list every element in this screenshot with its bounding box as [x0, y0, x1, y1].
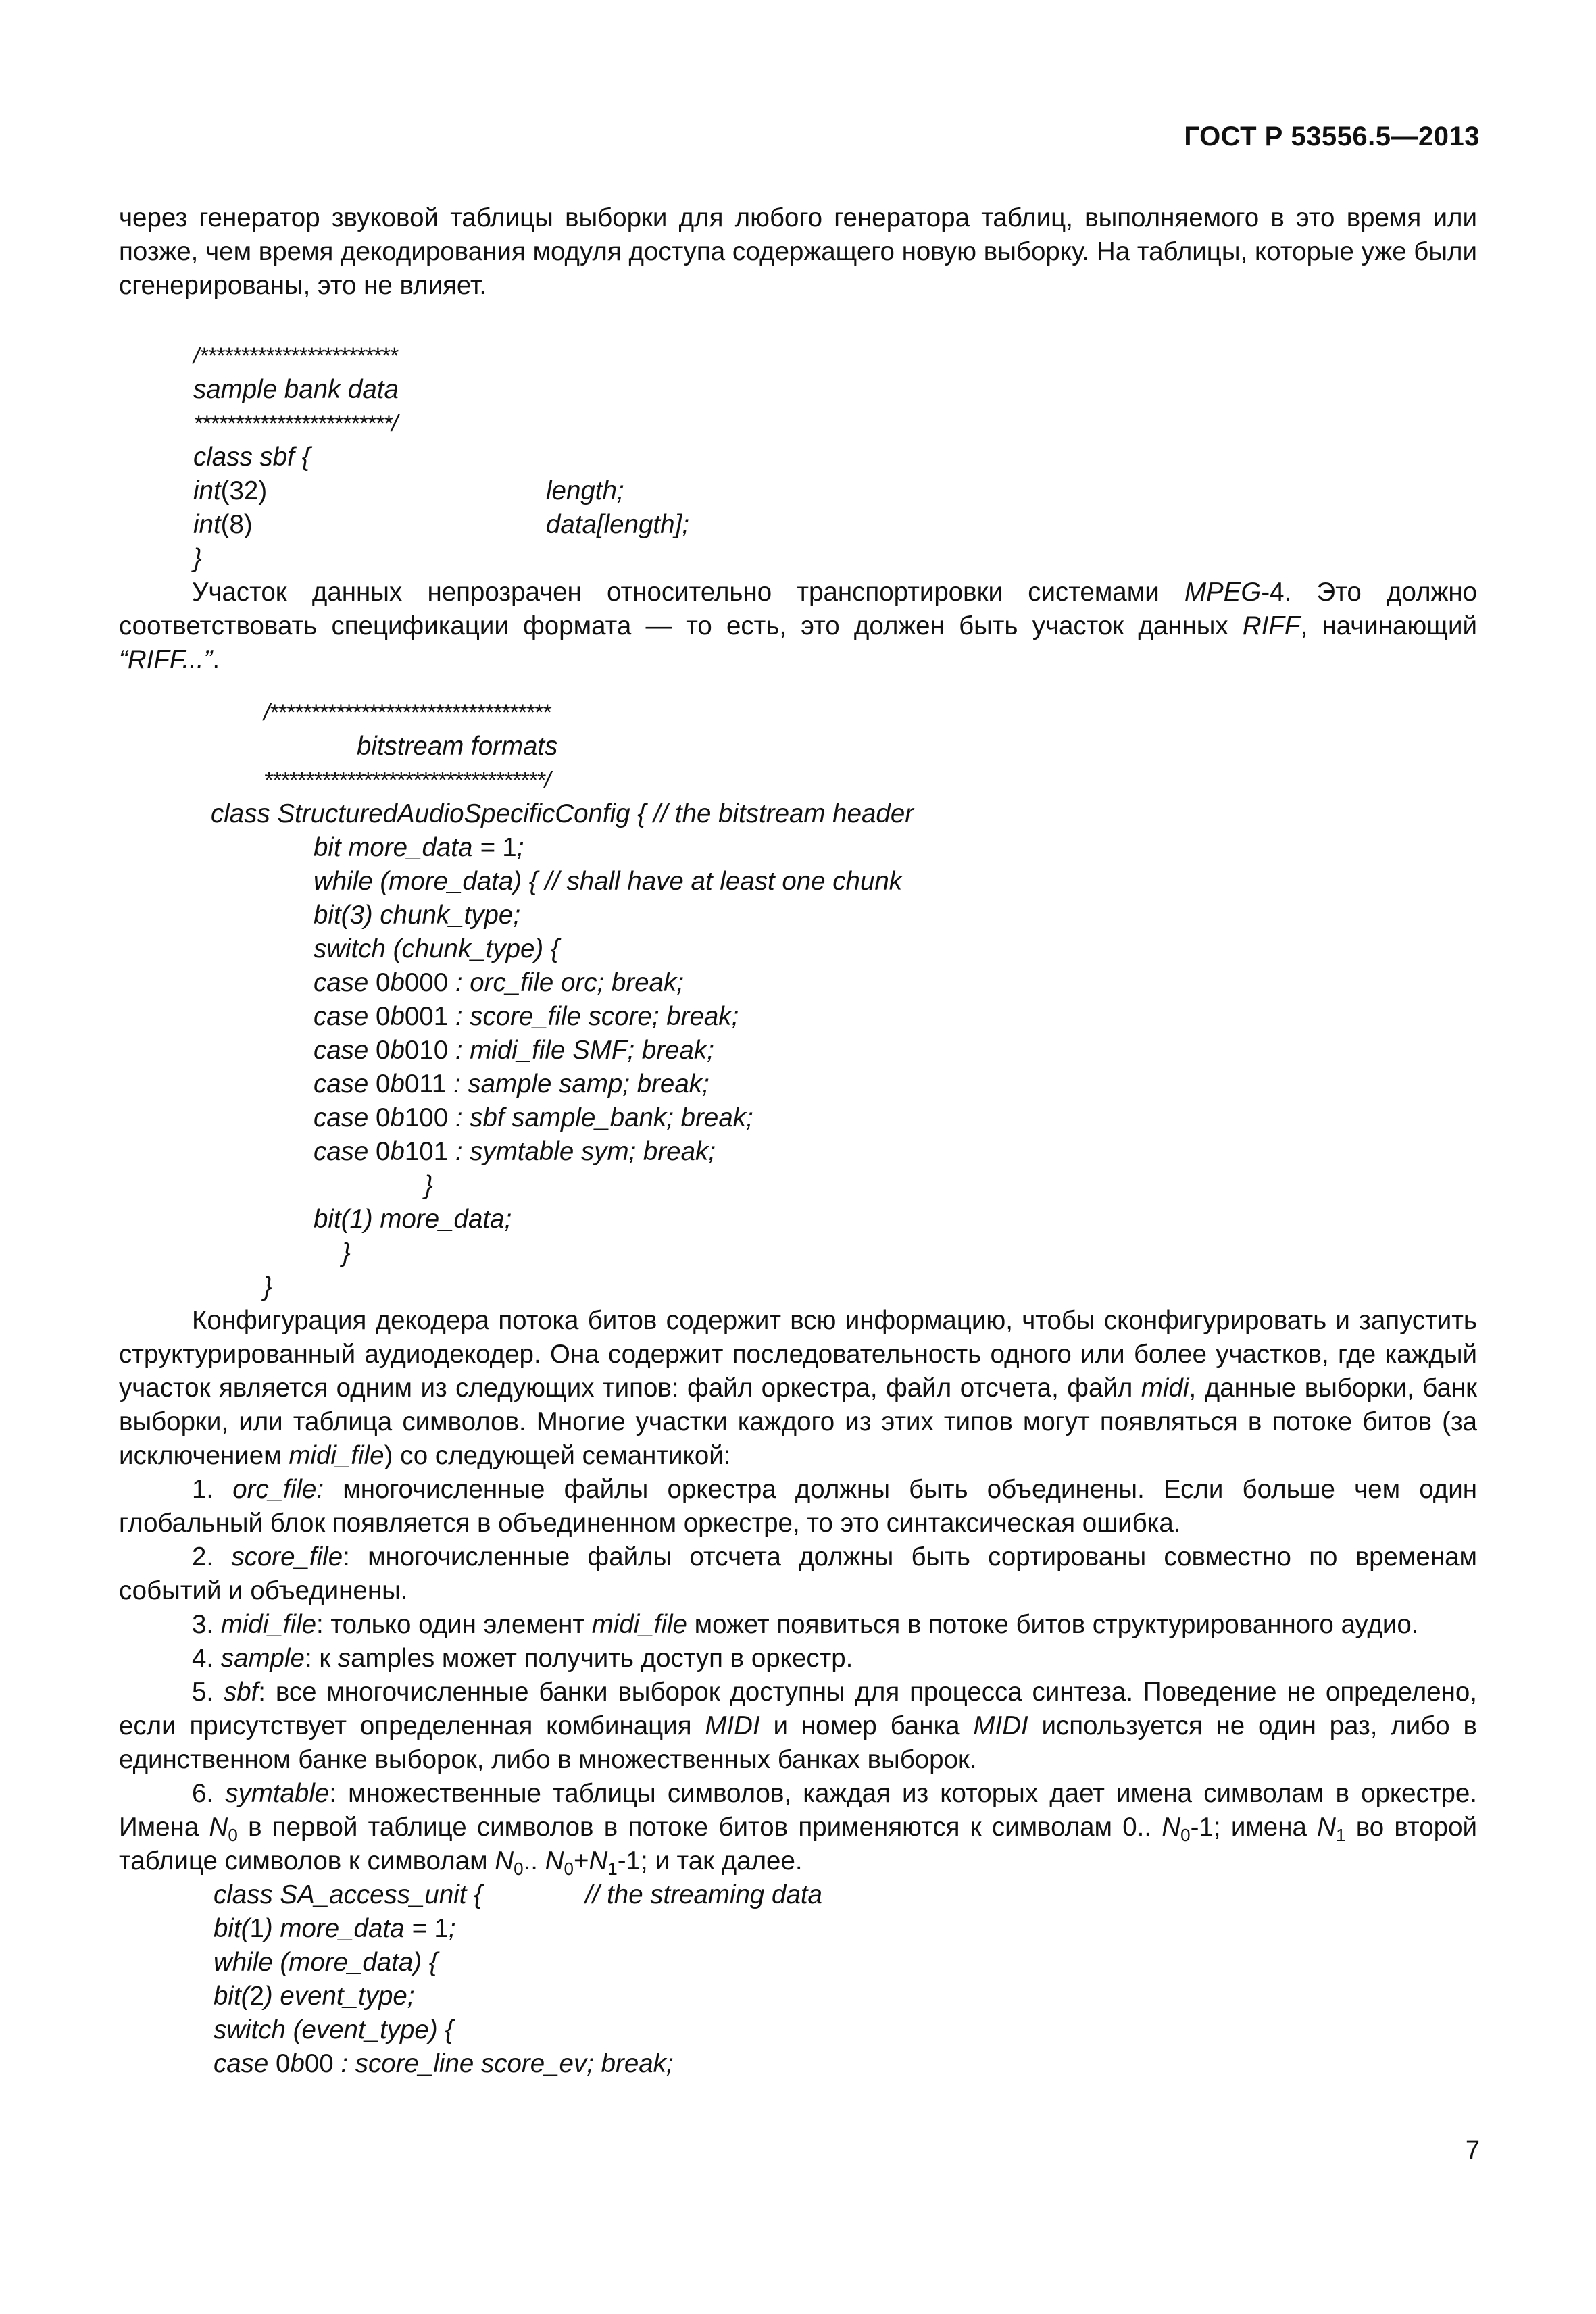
config-paragraph: Конфигурация декодера потока битов содержит всю информацию, чтобы сконфигурировать и запустить структурированный аудиодекодер. Она содержит последовательность одного или более участков, где каждый участок является одним из следующих типов: файл оркестра, файл отсчета, файл midi, данные выборки, банк выборки, или таблица символов. Многие участки каждого из этих типов могут появляться в потоке битов (за исключением midi_file) со следующей семантикой:	[119, 1306, 1478, 1470]
page-content	[119, 201, 1477, 2081]
code-close-brace: }	[342, 1238, 351, 1267]
code-comment-text: sample bank data	[193, 375, 399, 404]
code-case-line: case 0b00 : score_line score_ev; break;	[214, 2049, 674, 2078]
code-close-brace: }	[264, 1272, 272, 1301]
code-case-line: case 0b100 : sbf sample_bank; break;	[314, 1103, 753, 1132]
list-item: 3. midi_file: только один элемент midi_file может появиться в потоке битов структурированного аудио.	[192, 1610, 1419, 1639]
code-line: while (more_data) {	[214, 1948, 438, 1977]
code-class-decl: class sbf {	[193, 443, 311, 472]
list-item: 5. sbf: все многочисленные банки выборок доступны для процесса синтеза. Поведение не определено, если присутствует определенная комбинация MIDI и номер банка MIDI используется не один раз, либо в единственном банке выборок, либо в множественных банках выборок.	[119, 1678, 1477, 1774]
code-line: bit(3) chunk_type;	[314, 901, 521, 930]
code-line: bit(1) more_data;	[314, 1205, 512, 1234]
code-case-line: case 0b010 : midi_file SMF; break;	[314, 1036, 714, 1065]
page-number: 7	[1465, 2136, 1480, 2165]
code-bitstream-config	[119, 696, 1335, 1304]
document-id: ГОСТ Р 53556.5—2013	[1184, 122, 1480, 151]
code-case-line: case 0b000 : orc_file orc; break;	[314, 968, 684, 997]
code-comment-start: /************************	[193, 343, 398, 369]
code-case-line: case 0b011 : sample samp; break;	[314, 1070, 709, 1099]
code-case-line: case 0b001 : score_file score; break;	[314, 1002, 739, 1031]
code-row-length: int(32) length;	[193, 476, 624, 505]
code-line: bit more_data = 1;	[314, 833, 524, 862]
code-close-brace: }	[193, 544, 202, 573]
code-class-decl: class SA_access_unit { // the streaming data	[214, 1880, 822, 1909]
code-case-line: case 0b101 : symtable sym; break;	[314, 1137, 716, 1166]
riff-paragraph: Участок данных непрозрачен относительно транспортировки системами MPEG-4. Это должно соответствовать спецификации формата — то есть, это должен быть участок данных RIFF, начинающий “RIFF...”.	[119, 578, 1477, 674]
code-line: while (more_data) { // shall have at least one chunk	[314, 867, 903, 896]
code-comment-end: **********************************/	[264, 768, 551, 793]
list-item: 4. sample: к samples может получить доступ в оркестр.	[192, 1644, 853, 1673]
code-close-brace: }	[424, 1171, 433, 1200]
code-access-unit	[214, 1878, 1295, 2081]
code-line: switch (event_type) {	[214, 2015, 454, 2044]
intro-paragraph: через генератор звуковой таблицы выборки для любого генератора таблиц, выполняемого в это время или позже, чем время декодирования модуля доступа содержащего новую выборку. На таблицы, которые уже были сгенерированы, это не влияет.	[119, 203, 1477, 300]
code-line: bit(2) event_type;	[214, 1982, 415, 2011]
list-item: 6. symtable: множественные таблицы символов, каждая из которых дает имена символам в оркестре. Имена $N_0$ в первой таблице символов в потоке битов применяются к символам 0.. $N_0-1$; имена $N_1$ во второй таблице символов к символам $N_0$.. $N_0+N_1-1$; и так далее.	[119, 1779, 1477, 1879]
code-comment-start: /**********************************	[264, 700, 551, 726]
list-item: 1. orc_file: многочисленные файлы оркестра должны быть объединены. Если больше чем один глобальный блок появляется в объединенном оркестре, то это синтаксическая ошибка.	[119, 1475, 1477, 1538]
code-line: switch (chunk_type) {	[314, 934, 559, 963]
code-class-decl: class StructuredAudioSpecificConfig { // the bitstream header	[211, 799, 914, 828]
code-row-data: int(8) data[length];	[193, 510, 689, 539]
code-line: bit(1) more_data = 1;	[214, 1914, 456, 1943]
code-sbf	[193, 339, 1139, 576]
code-comment-text: bitstream formats	[357, 732, 558, 761]
code-comment-end: ************************/	[193, 411, 398, 436]
list-item: 2. score_file: многочисленные файлы отсчета должны быть сортированы совместно по временам событий и объединены.	[119, 1542, 1477, 1605]
